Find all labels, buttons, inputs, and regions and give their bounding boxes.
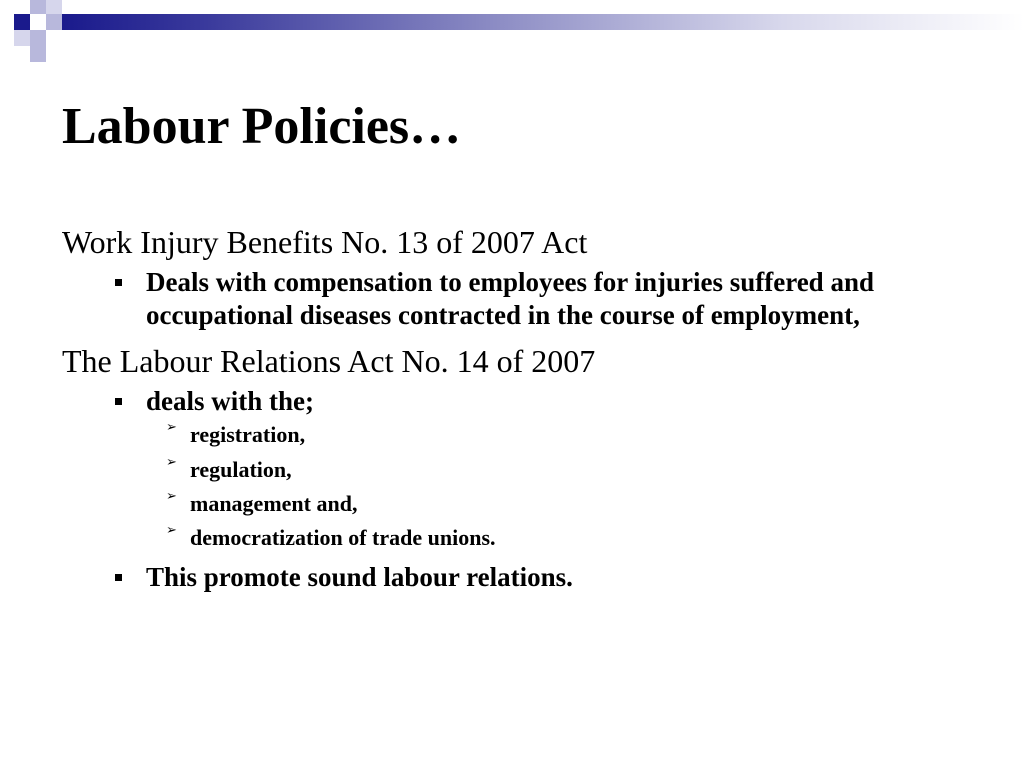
bullet-text: This promote sound labour relations.	[146, 561, 573, 592]
sub-bullet-item	[166, 521, 962, 555]
sub-bullet-text: democratization of trade unions.	[190, 524, 496, 550]
decor-square-light	[30, 0, 46, 14]
section-heading: Work Injury Benefits No. 13 of 2007 Act	[62, 224, 588, 260]
bullet-item	[146, 561, 962, 594]
arrow-bullet-icon: ➢	[166, 420, 177, 436]
slide-content	[62, 222, 962, 594]
bullet-text: deals with the;	[146, 385, 314, 416]
arrow-bullet-icon: ➢	[166, 454, 177, 470]
bullet-item	[146, 385, 962, 555]
sub-bullet-item	[166, 487, 962, 521]
square-bullet-icon	[115, 279, 122, 286]
decor-square-light	[30, 46, 46, 62]
decor-square-mid	[14, 30, 30, 46]
decor-square-mid	[46, 0, 62, 14]
decor-square-light	[30, 30, 46, 46]
header-decoration	[0, 0, 1024, 62]
bullet-list	[62, 266, 962, 333]
sub-bullet-list	[146, 418, 962, 554]
square-bullet-icon	[115, 574, 122, 581]
decor-square-dark	[14, 14, 30, 30]
bullet-item	[146, 266, 962, 333]
sub-bullet-text: management and,	[190, 490, 358, 516]
bullet-list	[62, 385, 962, 594]
sub-bullet-text: registration,	[190, 422, 306, 448]
header-gradient-bar	[62, 14, 1024, 30]
sub-bullet-item	[166, 453, 962, 487]
sub-bullet-item	[166, 418, 962, 452]
bullet-text: Deals with compensation to employees for injuries suffered and occupational diseases contracted in the course of employment,	[146, 267, 874, 331]
decor-square-light	[46, 14, 62, 30]
slide-title: Labour Policies…	[62, 98, 462, 155]
section-heading: The Labour Relations Act No. 14 of 2007	[62, 342, 596, 379]
square-bullet-icon	[115, 398, 122, 405]
arrow-bullet-icon: ➢	[166, 488, 177, 504]
sub-bullet-text: regulation,	[190, 456, 292, 482]
arrow-bullet-icon: ➢	[166, 522, 177, 538]
